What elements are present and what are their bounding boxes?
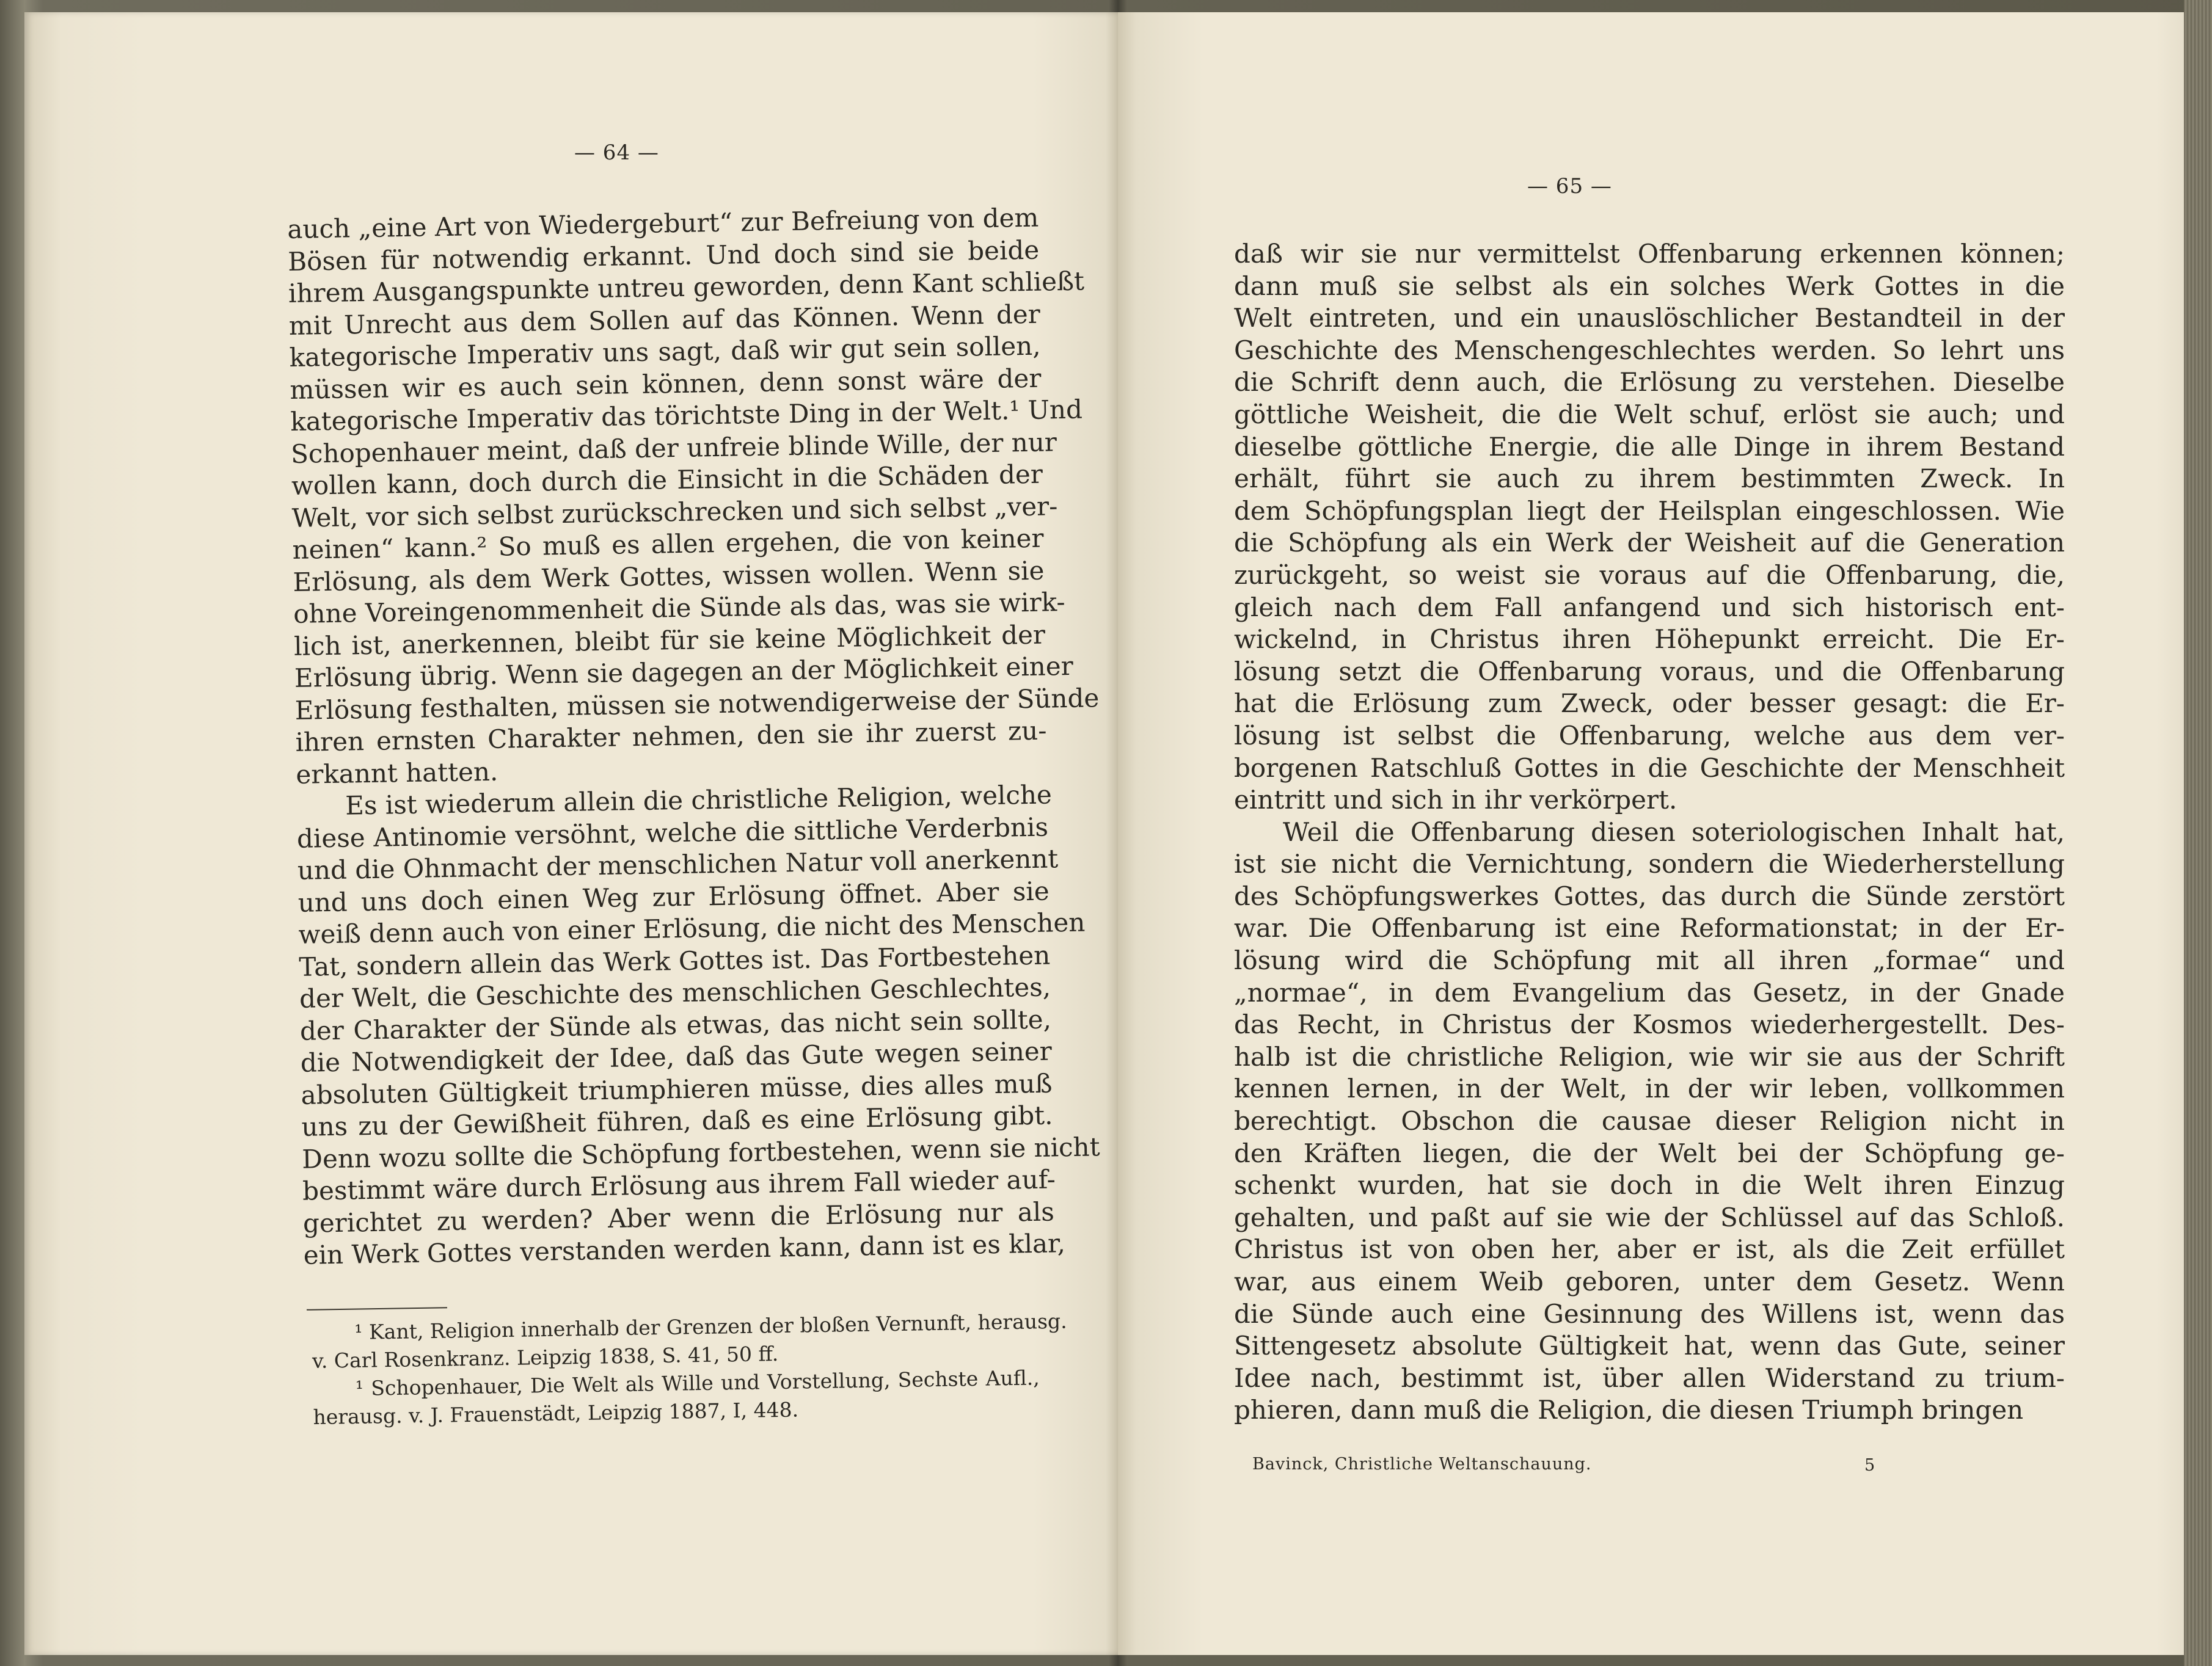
text-line: müssen wir es auch sein können, denn sonst wäre der bbox=[290, 363, 1042, 405]
text-line: schenkt wurden, hat sie doch in die Welt ihren Einzug bbox=[1234, 1170, 2065, 1201]
text-line: ihren ernsten Charakter nehmen, den sie ihr zuerst zu- bbox=[295, 715, 1047, 757]
text-line: eintritt und sich in ihr verkörpert. bbox=[1234, 785, 1677, 815]
text-line: phieren, dann muß die Religion, die diesen Triumph bringen bbox=[1234, 1395, 2024, 1425]
text-line: gehalten, und paßt auf sie wie der Schlüssel auf das Schloß. bbox=[1234, 1202, 2065, 1232]
text-line: auch „eine Art von Wiedergeburt“ zur Befreiung von dem bbox=[287, 202, 1039, 244]
text-line: dieselbe göttliche Energie, die alle Dinge in ihrem Bestand bbox=[1234, 431, 2065, 462]
text-line: war, aus einem Weib geboren, unter dem Gesetz. Wenn bbox=[1234, 1267, 2065, 1297]
text-line: Weil die Offenbarung diesen soteriologischen Inhalt hat, bbox=[1283, 817, 2065, 847]
page-edges bbox=[2184, 0, 2212, 1666]
text-line: gerichtet zu werden? Aber wenn die Erlösung nur als bbox=[302, 1196, 1055, 1239]
text-line: Es ist wiederum allein die christliche Religion, welche bbox=[345, 779, 1053, 821]
page-number: — 64 — bbox=[574, 140, 659, 165]
text-line: daß wir sie nur vermittelst Offenbarung erkennen können; bbox=[1234, 239, 2065, 269]
text-line: Erlösung, als dem Werk Gottes, wissen wollen. Wenn sie bbox=[293, 555, 1045, 597]
text-line: Geschichte des Menschengeschlechtes werden. So lehrt uns bbox=[1234, 335, 2065, 365]
text-line: lösung ist selbst die Offenbarung, welche aus dem ver- bbox=[1234, 720, 2065, 751]
text-line: Welt eintreten, und ein unauslöschlicher Bestandteil in der bbox=[1234, 303, 2065, 333]
page-number: — 65 — bbox=[1527, 174, 1612, 198]
text-line: das Recht, in Christus der Kosmos wiederhergestellt. Des- bbox=[1234, 1009, 2065, 1040]
text-line: Welt, vor sich selbst zurückschrecken und sich selbst „ver- bbox=[291, 490, 1058, 533]
text-line: mit Unrecht aus dem Sollen auf das Können. Wenn der bbox=[288, 299, 1041, 341]
text-line: Erlösung festhalten, müssen sie notwendigerweise der Sünde bbox=[294, 682, 1100, 726]
text-line: den Kräften liegen, die der Welt bei der Schöpfung ge- bbox=[1234, 1138, 2065, 1168]
footnote-line: ¹ Kant, Religion innerhalb der Grenzen der bloßen Vernunft, herausg. bbox=[354, 1309, 1067, 1344]
text-line: wollen kann, doch durch die Einsicht in die Schäden der bbox=[291, 459, 1043, 501]
text-line: halb ist die christliche Religion, wie wir sie aus der Schrift bbox=[1234, 1041, 2065, 1072]
text-line: Erlösung übrig. Wenn sie dagegen an der Möglichkeit einer bbox=[294, 650, 1074, 693]
right-page bbox=[1118, 12, 2184, 1655]
text-line: Christus ist von oben her, aber er ist, als die Zeit erfüllet bbox=[1234, 1234, 2065, 1265]
right-body-text bbox=[1234, 238, 2065, 1427]
text-line: bestimmt wäre durch Erlösung aus ihrem Fall wieder auf- bbox=[302, 1164, 1056, 1206]
text-line: war. Die Offenbarung ist eine Reformationstat; in der Er- bbox=[1234, 913, 2065, 944]
text-line: neinen“ kann.² So muß es allen ergehen, die von keiner bbox=[292, 523, 1044, 565]
text-line: Idee nach, bestimmt ist, über allen Widerstand zu trium- bbox=[1234, 1362, 2065, 1393]
text-line: diese Antinomie versöhnt, welche die sittliche Verderbnis bbox=[296, 812, 1049, 854]
text-line: die Schöpfung als ein Werk der Weisheit auf die Generation bbox=[1234, 528, 2065, 558]
footnote-line: v. Carl Rosenkranz. Leipzig 1838, S. 41, 50 ff. bbox=[312, 1342, 779, 1373]
text-line: der Welt, die Geschichte des menschlichen Geschlechtes, bbox=[299, 972, 1051, 1014]
text-line: des Schöpfungswerkes Gottes, das durch die Sünde zerstört bbox=[1234, 881, 2065, 911]
text-line: ist sie nicht die Vernichtung, sondern die Wiederherstellung bbox=[1234, 849, 2065, 879]
text-line: ein Werk Gottes verstanden werden kann, dann ist es klar, bbox=[303, 1228, 1066, 1270]
text-line: hat die Erlösung zum Zweck, oder besser gesagt: die Er- bbox=[1234, 688, 2065, 719]
text-line: Bösen für notwendig erkannt. Und doch sind sie beide bbox=[287, 235, 1040, 277]
text-line: Schopenhauer meint, daß der unfreie blinde Wille, der nur bbox=[290, 426, 1057, 469]
text-line: wickelnd, in Christus ihren Höhepunkt erreicht. Die Er- bbox=[1234, 624, 2065, 655]
text-line: uns zu der Gewißheit führen, daß es eine Erlösung gibt. bbox=[301, 1100, 1053, 1142]
text-line: absoluten Gültigkeit triumphieren müsse, dies alles muß bbox=[301, 1068, 1053, 1110]
text-line: und uns doch einen Weg zur Erlösung öffnet. Aber sie bbox=[297, 876, 1049, 918]
left-page bbox=[24, 12, 1118, 1655]
text-line: Sittengesetz absolute Gültigkeit hat, wenn das Gute, seiner bbox=[1234, 1331, 2065, 1361]
running-footer: Bavinck, Christliche Weltanschauung. bbox=[1252, 1455, 1592, 1474]
text-line: und die Ohnmacht der menschlichen Natur voll anerkennt bbox=[297, 843, 1059, 886]
text-line: gleich nach dem Fall anfangend und sich historisch ent- bbox=[1234, 592, 2065, 622]
footnote-line: ¹ Schopenhauer, Die Welt als Wille und Vorstellung, Sechste Aufl., bbox=[355, 1366, 1040, 1400]
text-line: kategorische Imperativ uns sagt, daß wir gut sein sollen, bbox=[289, 330, 1041, 373]
text-line: weiß denn auch von einer Erlösung, die nicht des Menschen bbox=[298, 907, 1086, 950]
text-line: kategorische Imperativ das törichtste Ding in der Welt.¹ Und bbox=[290, 394, 1083, 437]
text-line: zurückgeht, so weist sie voraus auf die Offenbarung, die, bbox=[1234, 559, 2065, 590]
text-line: dann muß sie selbst als ein solches Werk Gottes in die bbox=[1234, 271, 2065, 301]
text-line: „normae“, in dem Evangelium das Gesetz, in der Gnade bbox=[1234, 977, 2065, 1008]
text-line: borgenen Ratschluß Gottes in die Geschichte der Menschheit bbox=[1234, 752, 2065, 783]
text-line: Denn wozu sollte die Schöpfung fortbestehen, wenn sie nicht bbox=[301, 1131, 1100, 1174]
text-line: lösung wird die Schöpfung mit all ihren „formae“ und bbox=[1234, 945, 2065, 976]
text-line: göttliche Weisheit, die die Welt schuf, erlöst sie auch; und bbox=[1234, 399, 2065, 429]
signature-number: 5 bbox=[1864, 1456, 1875, 1475]
text-line: lich ist, anerkennen, bleibt für sie keine Möglichkeit der bbox=[293, 619, 1046, 661]
text-line: erhält, führt sie auch zu ihrem bestimmten Zweck. In bbox=[1234, 464, 2065, 494]
text-line: die Schrift denn auch, die Erlösung zu verstehen. Dieselbe bbox=[1234, 367, 2065, 398]
footnote-line: herausg. v. J. Frauenstädt, Leipzig 1887, I, 448. bbox=[313, 1397, 799, 1429]
text-line: der Charakter der Sünde als etwas, das nicht sein sollte, bbox=[299, 1004, 1052, 1046]
text-line: die Notwendigkeit der Idee, daß das Gute wegen seiner bbox=[300, 1036, 1053, 1078]
text-line: dem Schöpfungsplan liegt der Heilsplan eingeschlossen. Wie bbox=[1234, 495, 2065, 526]
text-line: berechtigt. Obschon die causae dieser Religion nicht in bbox=[1234, 1106, 2065, 1137]
text-line: die Sünde auch eine Gesinnung des Willens ist, wenn das bbox=[1234, 1298, 2065, 1329]
footnotes bbox=[312, 1308, 1067, 1431]
text-line: ihrem Ausgangspunkte untreu geworden, denn Kant schließt bbox=[288, 266, 1085, 308]
text-line: Tat, sondern allein das Werk Gottes ist. Das Fortbestehen bbox=[298, 940, 1051, 982]
text-line: lösung setzt die Offenbarung voraus, und die Offenbarung bbox=[1234, 656, 2065, 686]
text-line: ohne Voreingenommenheit die Sünde als das, was sie wirk- bbox=[293, 587, 1065, 629]
footnote-rule bbox=[307, 1307, 447, 1311]
left-body-text bbox=[287, 202, 1100, 1272]
text-line: erkannt hatten. bbox=[296, 756, 498, 790]
text-line: kennen lernen, in der Welt, in der wir leben, vollkommen bbox=[1234, 1074, 2065, 1104]
